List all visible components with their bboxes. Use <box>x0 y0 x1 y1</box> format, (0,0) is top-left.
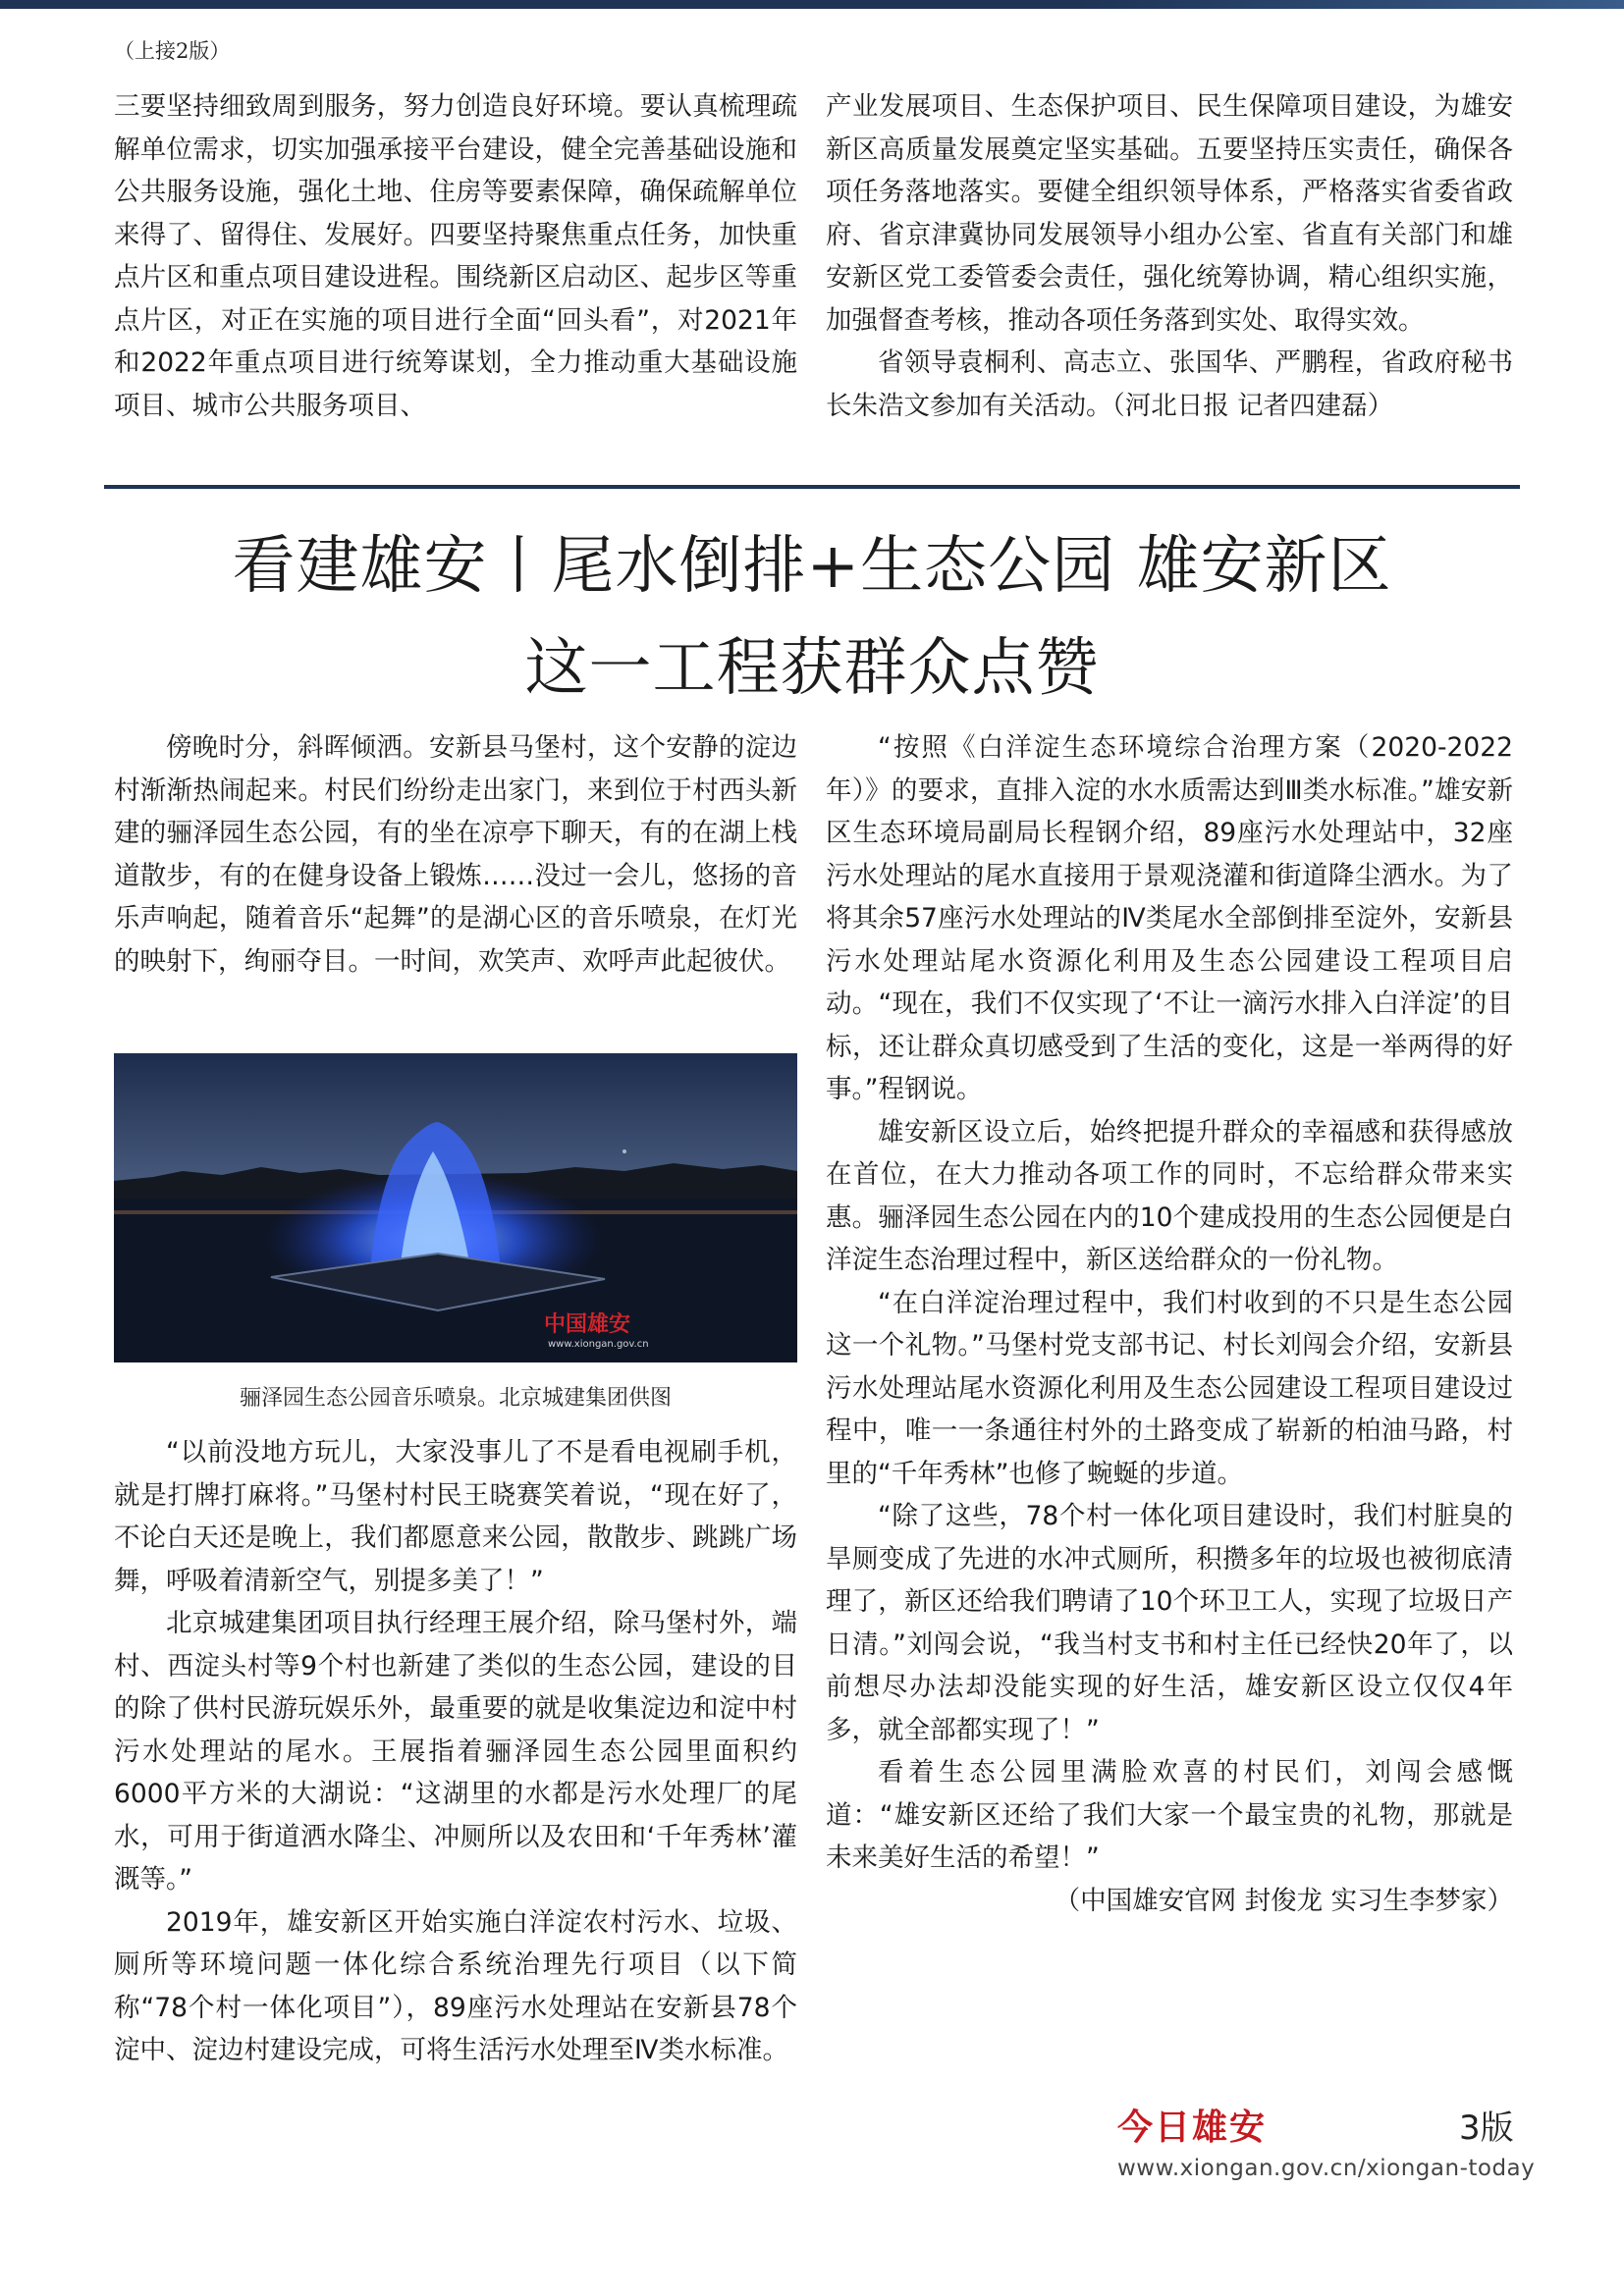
article-paragraph: 雄安新区设立后，始终把提升群众的幸福感和获得感放在首位，在大力推动各项工作的同时，不忘给群众带来实惠。骊泽园生态公园在内的10个建成投用的生态公园便是白洋淀生态治理过程中，新区送给群众的一份礼物。 <box>826 1116 1513 1275</box>
website-url: www.xiongan.gov.cn/xiongan-today <box>1117 2156 1536 2181</box>
top-article-attendees-paragraph: 省领导袁桐利、高志立、张国华、严鹏程，省政府秘书长朱浩文参加有关活动。（河北日报 记者四建磊） <box>826 347 1513 421</box>
newspaper-logo: 今日雄安 <box>1117 2107 1268 2148</box>
continued-from-label: （上接2版） <box>114 39 231 63</box>
top-article-paragraph: 产业发展项目、生态保护项目、民生保障项目建设，为雄安新区高质量发展奠定坚实基础。五要坚持压实责任，确保各项任务落地落实。要健全组织领导体系，严格落实省委省政府、省京津冀协同发展领导小组办公室、省直有关部门和雄安新区党工委管委会责任，强化统筹协调，精心组织实施，加强督查考核，推动各项任务落到实处、取得实效。 <box>826 91 1513 336</box>
top-color-bar-gradient <box>1070 0 1624 9</box>
article-right-column <box>826 726 1513 1922</box>
article-paragraph: “除了这些，78个村一体化项目建设时，我们村脏臭的旱厕变成了先进的水冲式厕所，积攒多年的垃圾也被彻底清理了，新区还给我们聘请了10个环卫工人，实现了垃圾日产日清。”刘闯会说，“我当村支书和村主任已经快20年了，以前想尽办法却没能实现的好生活，雄安新区设立仅仅4年多，就全部都实现了！” <box>826 1501 1513 1745</box>
article-paragraph: 2019年，雄安新区开始实施白洋淀农村污水、垃圾、厕所等环境问题一体化综合系统治理先行项目（以下简称“78个村一体化项目”），89座污水处理站在安新县78个淀中、淀边村建设完成，可将生活污水处理至Ⅳ类水标准。 <box>114 1906 797 2065</box>
article-paragraph: “按照《白洋淀生态环境综合治理方案（2020-2022年）》的要求，直排入淀的水水质需达到Ⅲ类水标准。”雄安新区生态环境局副局长程钢介绍，89座污水处理站中，32座污水处理站的尾水直接用于景观浇灌和街道降尘洒水。为了将其余57座污水处理站的Ⅳ类尾水全部倒排至淀外，安新县污水处理站尾水资源化利用及生态公园建设工程项目启动。“现在，我们不仅实现了‘不让一滴污水排入白洋淀’的目标，还让群众真切感受到了生活的变化，这是一举两得的好事。”程钢说。 <box>826 732 1513 1104</box>
headline-line-1: 看建雄安丨尾水倒排+生态公园 雄安新区 <box>232 530 1392 603</box>
section-divider <box>104 485 1520 489</box>
top-article-right-column <box>826 85 1513 427</box>
page-number: 3版 <box>1459 2109 1514 2148</box>
article-paragraph: 看着生态公园里满脸欢喜的村民们，刘闯会感慨道：“雄安新区还给了我们大家一个最宝贵的礼物，那就是未来美好生活的希望！” <box>826 1757 1513 1873</box>
article-paragraph: 傍晚时分，斜晖倾洒。安新县马堡村，这个安静的淀边村渐渐热闹起来。村民们纷纷走出家门，来到位于村西头新建的骊泽园生态公园，有的坐在凉亭下聊天，有的在湖上栈道散步，有的在健身设备上锻炼……没过一会儿，悠扬的音乐声响起，随着音乐“起舞”的是湖心区的音乐喷泉，在灯光的映射下，绚丽夺目。一时间，欢笑声、欢呼声此起彼伏。 <box>114 732 797 977</box>
article-left-column-top <box>114 726 797 983</box>
top-article-paragraph: 三要坚持细致周到服务，努力创造良好环境。要认真梳理疏解单位需求，切实加强承接平台建设，健全完善基础设施和公共服务设施，强化土地、住房等要素保障，确保疏解单位来得了、留得住、发展好。四要坚持聚焦重点任务，加快重点片区和重点项目建设进程。围绕新区启动区、起步区等重点片区，对正在实施的项目进行全面“回头看”，对2021年和2022年重点项目进行统筹谋划，全力推动重大基础设施项目、城市公共服务项目、 <box>114 91 797 421</box>
article-headline <box>104 515 1520 720</box>
headline-line-2: 这一工程获群众点赞 <box>524 632 1100 705</box>
article-paragraph: “在白洋淀治理过程中，我们村收到的不只是生态公园这一个礼物。”马堡村党支部书记、村长刘闯会介绍，安新县污水处理站尾水资源化利用及生态公园建设工程项目建设过程中，唯一一条通往村外的土路变成了崭新的柏油马路，村里的“千年秀林”也修了蜿蜒的步道。 <box>826 1287 1513 1489</box>
article-paragraph: 北京城建集团项目执行经理王展介绍，除马堡村外，端村、西淀头村等9个村也新建了类似的生态公园，建设的目的除了供村民游玩娱乐外，最重要的就是收集淀边和淀中村污水处理站的尾水。王展指着骊泽园生态公园里面积约6000平方米的大湖说：“这湖里的水都是污水处理厂的尾水，可用于街道洒水降尘、冲厕所以及农田和‘千年秀林’灌溉等。” <box>114 1608 797 1895</box>
article-paragraph: “以前没地方玩儿，大家没事儿了不是看电视刷手机，就是打牌打麻将。”马堡村村民王晓赛笑着说，“现在好了，不论白天还是晚上，我们都愿意来公园，散散步、跳跳广场舞，呼吸着清新空气，别提多美了！” <box>114 1437 797 1596</box>
fountain-photo-image <box>114 1053 797 1362</box>
photo-caption: 骊泽园生态公园音乐喷泉。北京城建集团供图 <box>239 1386 672 1411</box>
top-article-left-column <box>114 85 797 427</box>
photo-watermark: 中国雄安 <box>544 1311 631 1337</box>
photo-watermark-url: www.xiongan.gov.cn <box>548 1339 649 1350</box>
article-credit: （中国雄安官网 封俊龙 实习生李梦家） <box>1054 1885 1513 1916</box>
article-left-column-bottom <box>114 1431 797 2072</box>
fountain-photo <box>114 1053 797 1362</box>
